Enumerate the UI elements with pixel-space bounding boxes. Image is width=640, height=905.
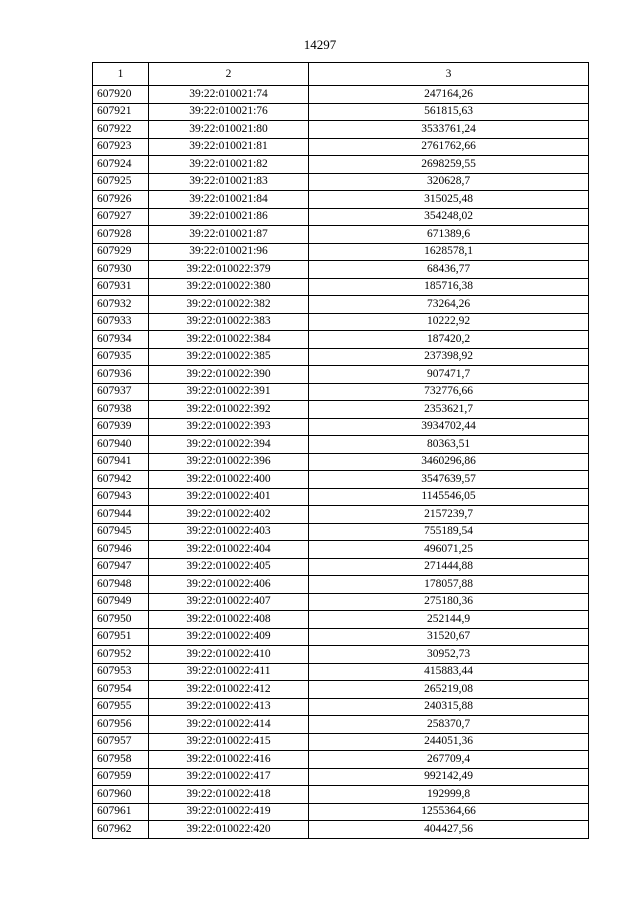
row-id-cell: 607925 bbox=[93, 173, 149, 191]
cadastral-number-cell: 39:22:010022:418 bbox=[149, 786, 309, 804]
row-id-cell: 607944 bbox=[93, 506, 149, 524]
table-row bbox=[93, 383, 589, 401]
cadastral-number-cell: 39:22:010022:409 bbox=[149, 628, 309, 646]
cadastral-number-cell: 39:22:010022:412 bbox=[149, 681, 309, 699]
cadastral-number-cell: 39:22:010022:382 bbox=[149, 296, 309, 314]
row-id-cell: 607921 bbox=[93, 103, 149, 121]
value-cell: 2157239,7 bbox=[309, 506, 589, 524]
cadastral-number-cell: 39:22:010022:406 bbox=[149, 576, 309, 594]
cadastral-number-cell: 39:22:010022:391 bbox=[149, 383, 309, 401]
value-cell: 237398,92 bbox=[309, 348, 589, 366]
table-row bbox=[93, 156, 589, 174]
value-cell: 3460296,86 bbox=[309, 453, 589, 471]
cadastral-number-cell: 39:22:010022:390 bbox=[149, 366, 309, 384]
cadastral-number-cell: 39:22:010022:383 bbox=[149, 313, 309, 331]
cadastral-number-cell: 39:22:010021:84 bbox=[149, 191, 309, 209]
table-row bbox=[93, 453, 589, 471]
cadastral-number-cell: 39:22:010022:379 bbox=[149, 261, 309, 279]
table-row bbox=[93, 348, 589, 366]
row-id-cell: 607934 bbox=[93, 331, 149, 349]
value-cell: 404427,56 bbox=[309, 821, 589, 839]
row-id-cell: 607927 bbox=[93, 208, 149, 226]
cadastral-number-cell: 39:22:010021:76 bbox=[149, 103, 309, 121]
cadastral-number-cell: 39:22:010022:405 bbox=[149, 558, 309, 576]
row-id-cell: 607937 bbox=[93, 383, 149, 401]
row-id-cell: 607931 bbox=[93, 278, 149, 296]
row-id-cell: 607930 bbox=[93, 261, 149, 279]
table-row bbox=[93, 86, 589, 104]
table-row bbox=[93, 558, 589, 576]
cadastral-number-cell: 39:22:010022:400 bbox=[149, 471, 309, 489]
row-id-cell: 607956 bbox=[93, 716, 149, 734]
table-header bbox=[93, 63, 589, 86]
row-id-cell: 607933 bbox=[93, 313, 149, 331]
row-id-cell: 607947 bbox=[93, 558, 149, 576]
cadastral-number-cell: 39:22:010021:87 bbox=[149, 226, 309, 244]
value-cell: 178057,88 bbox=[309, 576, 589, 594]
value-cell: 1255364,66 bbox=[309, 803, 589, 821]
value-cell: 2761762,66 bbox=[309, 138, 589, 156]
row-id-cell: 607962 bbox=[93, 821, 149, 839]
cadastral-number-cell: 39:22:010022:404 bbox=[149, 541, 309, 559]
cadastral-number-cell: 39:22:010021:86 bbox=[149, 208, 309, 226]
value-cell: 267709,4 bbox=[309, 751, 589, 769]
cadastral-number-cell: 39:22:010022:408 bbox=[149, 611, 309, 629]
value-cell: 671389,6 bbox=[309, 226, 589, 244]
cadastral-number-cell: 39:22:010022:419 bbox=[149, 803, 309, 821]
table-row bbox=[93, 366, 589, 384]
value-cell: 258370,7 bbox=[309, 716, 589, 734]
row-id-cell: 607939 bbox=[93, 418, 149, 436]
row-id-cell: 607949 bbox=[93, 593, 149, 611]
table-row bbox=[93, 541, 589, 559]
table-row bbox=[93, 138, 589, 156]
row-id-cell: 607957 bbox=[93, 733, 149, 751]
value-cell: 252144,9 bbox=[309, 611, 589, 629]
table-row bbox=[93, 751, 589, 769]
value-cell: 496071,25 bbox=[309, 541, 589, 559]
table-row bbox=[93, 436, 589, 454]
row-id-cell: 607961 bbox=[93, 803, 149, 821]
row-id-cell: 607946 bbox=[93, 541, 149, 559]
row-id-cell: 607941 bbox=[93, 453, 149, 471]
value-cell: 755189,54 bbox=[309, 523, 589, 541]
value-cell: 354248,02 bbox=[309, 208, 589, 226]
table-row bbox=[93, 646, 589, 664]
table-row bbox=[93, 488, 589, 506]
table-row bbox=[93, 121, 589, 139]
cadastral-number-cell: 39:22:010022:380 bbox=[149, 278, 309, 296]
table-row bbox=[93, 716, 589, 734]
header-row bbox=[93, 63, 589, 86]
value-cell: 80363,51 bbox=[309, 436, 589, 454]
cadastral-number-cell: 39:22:010022:407 bbox=[149, 593, 309, 611]
cadastral-number-cell: 39:22:010022:415 bbox=[149, 733, 309, 751]
row-id-cell: 607929 bbox=[93, 243, 149, 261]
table-row bbox=[93, 593, 589, 611]
cadastral-number-cell: 39:22:010022:411 bbox=[149, 663, 309, 681]
row-id-cell: 607953 bbox=[93, 663, 149, 681]
cadastral-number-cell: 39:22:010021:82 bbox=[149, 156, 309, 174]
value-cell: 415883,44 bbox=[309, 663, 589, 681]
row-id-cell: 607945 bbox=[93, 523, 149, 541]
header-col-2: 2 bbox=[149, 63, 309, 86]
table-row bbox=[93, 698, 589, 716]
row-id-cell: 607959 bbox=[93, 768, 149, 786]
cadastral-number-cell: 39:22:010022:410 bbox=[149, 646, 309, 664]
table-row bbox=[93, 506, 589, 524]
row-id-cell: 607932 bbox=[93, 296, 149, 314]
table-row bbox=[93, 191, 589, 209]
data-table bbox=[92, 62, 589, 839]
cadastral-number-cell: 39:22:010022:402 bbox=[149, 506, 309, 524]
cadastral-number-cell: 39:22:010022:414 bbox=[149, 716, 309, 734]
row-id-cell: 607948 bbox=[93, 576, 149, 594]
value-cell: 68436,77 bbox=[309, 261, 589, 279]
row-id-cell: 607935 bbox=[93, 348, 149, 366]
value-cell: 271444,88 bbox=[309, 558, 589, 576]
table-row bbox=[93, 663, 589, 681]
cadastral-number-cell: 39:22:010022:401 bbox=[149, 488, 309, 506]
value-cell: 240315,88 bbox=[309, 698, 589, 716]
table-row bbox=[93, 313, 589, 331]
table-row bbox=[93, 278, 589, 296]
cadastral-number-cell: 39:22:010021:81 bbox=[149, 138, 309, 156]
value-cell: 192999,8 bbox=[309, 786, 589, 804]
row-id-cell: 607923 bbox=[93, 138, 149, 156]
row-id-cell: 607928 bbox=[93, 226, 149, 244]
table-row bbox=[93, 681, 589, 699]
value-cell: 31520,67 bbox=[309, 628, 589, 646]
cadastral-number-cell: 39:22:010022:385 bbox=[149, 348, 309, 366]
value-cell: 247164,26 bbox=[309, 86, 589, 104]
table-row bbox=[93, 261, 589, 279]
value-cell: 275180,36 bbox=[309, 593, 589, 611]
row-id-cell: 607958 bbox=[93, 751, 149, 769]
row-id-cell: 607960 bbox=[93, 786, 149, 804]
value-cell: 907471,7 bbox=[309, 366, 589, 384]
value-cell: 2353621,7 bbox=[309, 401, 589, 419]
value-cell: 3547639,57 bbox=[309, 471, 589, 489]
header-col-1: 1 bbox=[93, 63, 149, 86]
table-row bbox=[93, 226, 589, 244]
cadastral-number-cell: 39:22:010022:396 bbox=[149, 453, 309, 471]
row-id-cell: 607942 bbox=[93, 471, 149, 489]
table-body bbox=[93, 86, 589, 839]
value-cell: 2698259,55 bbox=[309, 156, 589, 174]
table-row bbox=[93, 821, 589, 839]
value-cell: 561815,63 bbox=[309, 103, 589, 121]
row-id-cell: 607938 bbox=[93, 401, 149, 419]
row-id-cell: 607920 bbox=[93, 86, 149, 104]
row-id-cell: 607950 bbox=[93, 611, 149, 629]
table-row bbox=[93, 401, 589, 419]
value-cell: 3934702,44 bbox=[309, 418, 589, 436]
table-row bbox=[93, 803, 589, 821]
cadastral-number-cell: 39:22:010022:417 bbox=[149, 768, 309, 786]
value-cell: 73264,26 bbox=[309, 296, 589, 314]
table-row bbox=[93, 296, 589, 314]
row-id-cell: 607922 bbox=[93, 121, 149, 139]
cadastral-number-cell: 39:22:010022:384 bbox=[149, 331, 309, 349]
value-cell: 10222,92 bbox=[309, 313, 589, 331]
table-row bbox=[93, 786, 589, 804]
value-cell: 30952,73 bbox=[309, 646, 589, 664]
value-cell: 992142,49 bbox=[309, 768, 589, 786]
table-row bbox=[93, 418, 589, 436]
row-id-cell: 607954 bbox=[93, 681, 149, 699]
table-row bbox=[93, 173, 589, 191]
value-cell: 187420,2 bbox=[309, 331, 589, 349]
table-row bbox=[93, 523, 589, 541]
row-id-cell: 607952 bbox=[93, 646, 149, 664]
value-cell: 3533761,24 bbox=[309, 121, 589, 139]
table-row bbox=[93, 733, 589, 751]
table-row bbox=[93, 103, 589, 121]
cadastral-number-cell: 39:22:010022:416 bbox=[149, 751, 309, 769]
table-row bbox=[93, 331, 589, 349]
value-cell: 315025,48 bbox=[309, 191, 589, 209]
value-cell: 185716,38 bbox=[309, 278, 589, 296]
value-cell: 265219,08 bbox=[309, 681, 589, 699]
cadastral-number-cell: 39:22:010022:394 bbox=[149, 436, 309, 454]
value-cell: 1145546,05 bbox=[309, 488, 589, 506]
cadastral-number-cell: 39:22:010021:74 bbox=[149, 86, 309, 104]
cadastral-number-cell: 39:22:010021:80 bbox=[149, 121, 309, 139]
table-row bbox=[93, 768, 589, 786]
table-row bbox=[93, 628, 589, 646]
row-id-cell: 607936 bbox=[93, 366, 149, 384]
cadastral-number-cell: 39:22:010022:392 bbox=[149, 401, 309, 419]
table-row bbox=[93, 243, 589, 261]
cadastral-number-cell: 39:22:010022:403 bbox=[149, 523, 309, 541]
row-id-cell: 607955 bbox=[93, 698, 149, 716]
table-row bbox=[93, 208, 589, 226]
table-row bbox=[93, 611, 589, 629]
row-id-cell: 607926 bbox=[93, 191, 149, 209]
table-row bbox=[93, 471, 589, 489]
page-number: 14297 bbox=[303, 37, 337, 52]
cadastral-number-cell: 39:22:010022:420 bbox=[149, 821, 309, 839]
row-id-cell: 607940 bbox=[93, 436, 149, 454]
cadastral-number-cell: 39:22:010021:83 bbox=[149, 173, 309, 191]
header-col-3: 3 bbox=[309, 63, 589, 86]
value-cell: 244051,36 bbox=[309, 733, 589, 751]
table-row bbox=[93, 576, 589, 594]
row-id-cell: 607943 bbox=[93, 488, 149, 506]
cadastral-number-cell: 39:22:010022:413 bbox=[149, 698, 309, 716]
cadastral-number-cell: 39:22:010021:96 bbox=[149, 243, 309, 261]
value-cell: 732776,66 bbox=[309, 383, 589, 401]
row-id-cell: 607951 bbox=[93, 628, 149, 646]
value-cell: 1628578,1 bbox=[309, 243, 589, 261]
row-id-cell: 607924 bbox=[93, 156, 149, 174]
value-cell: 320628,7 bbox=[309, 173, 589, 191]
cadastral-number-cell: 39:22:010022:393 bbox=[149, 418, 309, 436]
